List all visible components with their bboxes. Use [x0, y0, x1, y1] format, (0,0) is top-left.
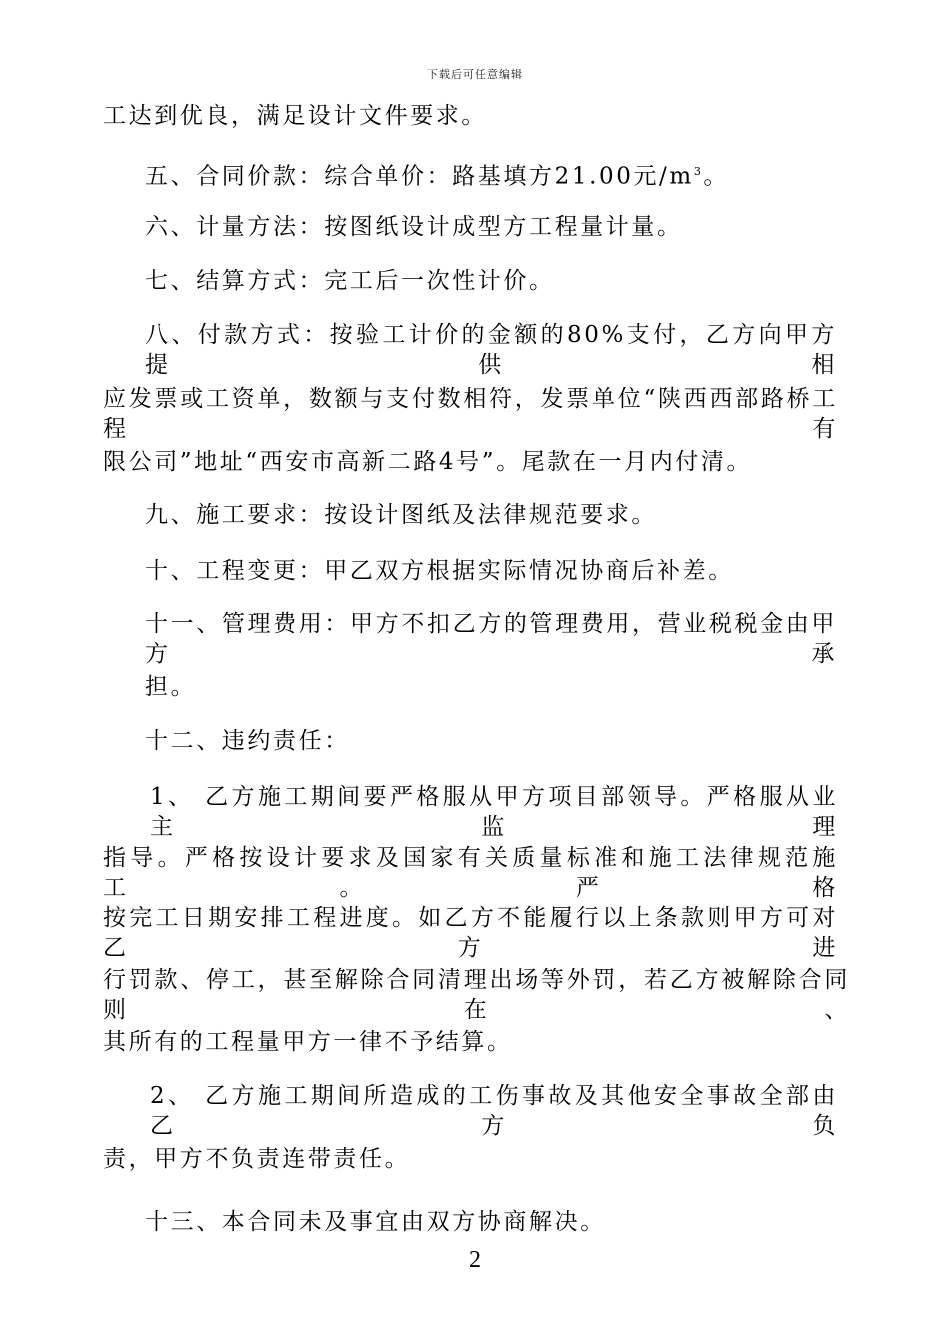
text-line: 指导。严格按设计要求及国家有关质量标准和施工法律规范施工。严格 [103, 845, 838, 901]
text-line: 八、付款方式：按验工计价的金额的80%支付，乙方向甲方提供相 [145, 322, 837, 378]
superscript-unit: 3 [693, 165, 704, 178]
text-line: 担。 [145, 674, 197, 700]
text-line: 十二、违约责任： [145, 728, 350, 754]
text-line: 工达到优良，满足设计文件要求。 [103, 103, 487, 129]
text-line: 应发票或工资单，数额与支付数相符，发票单位“陕西西部路桥工程有 [103, 386, 838, 442]
text-line: 责，甲方不负责连带责任。 [103, 1146, 411, 1172]
page-header: 下载后可任意编辑 [427, 68, 523, 81]
text-line: 九、施工要求：按设计图纸及法律规范要求。 [145, 502, 657, 528]
text-line [145, 157, 729, 192]
text-line-part: 五、合同价款：综合单价：路基填方21.00元/m [145, 163, 694, 190]
text-line: 其所有的工程量甲方一律不予结算。 [103, 1029, 513, 1055]
text-line: 2、 乙方施工期间所造成的工伤事故及其他安全事故全部由乙方负 [150, 1083, 838, 1139]
text-line: 按完工日期安排工程进度。如乙方不能履行以上条款则甲方可对乙方进 [103, 905, 838, 961]
text-line: 行罚款、停工，甚至解除合同清理出场等外罚，若乙方被解除合同则在、 [103, 967, 850, 1023]
text-line: 十三、本合同未及事宜由双方协商解决。 [145, 1209, 606, 1235]
text-line: 限公司”地址“西安市高新二路4号”。尾款在一月内付清。 [103, 449, 753, 475]
page-number: 2 [469, 1247, 481, 1273]
text-line: 六、计量方法：按图纸设计成型方工程量计量。 [145, 214, 683, 240]
text-line: 十、工程变更：甲乙双方根据实际情况协商后补差。 [145, 558, 734, 584]
text-line: 十一、管理费用：甲方不扣乙方的管理费用，营业税税金由甲方承 [145, 611, 837, 667]
text-line: 1、 乙方施工期间要严格服从甲方项目部领导。严格服从业主监理 [150, 784, 838, 840]
text-line: 七、结算方式：完工后一次性计价。 [145, 268, 555, 294]
text-line-part: 。 [703, 163, 730, 190]
